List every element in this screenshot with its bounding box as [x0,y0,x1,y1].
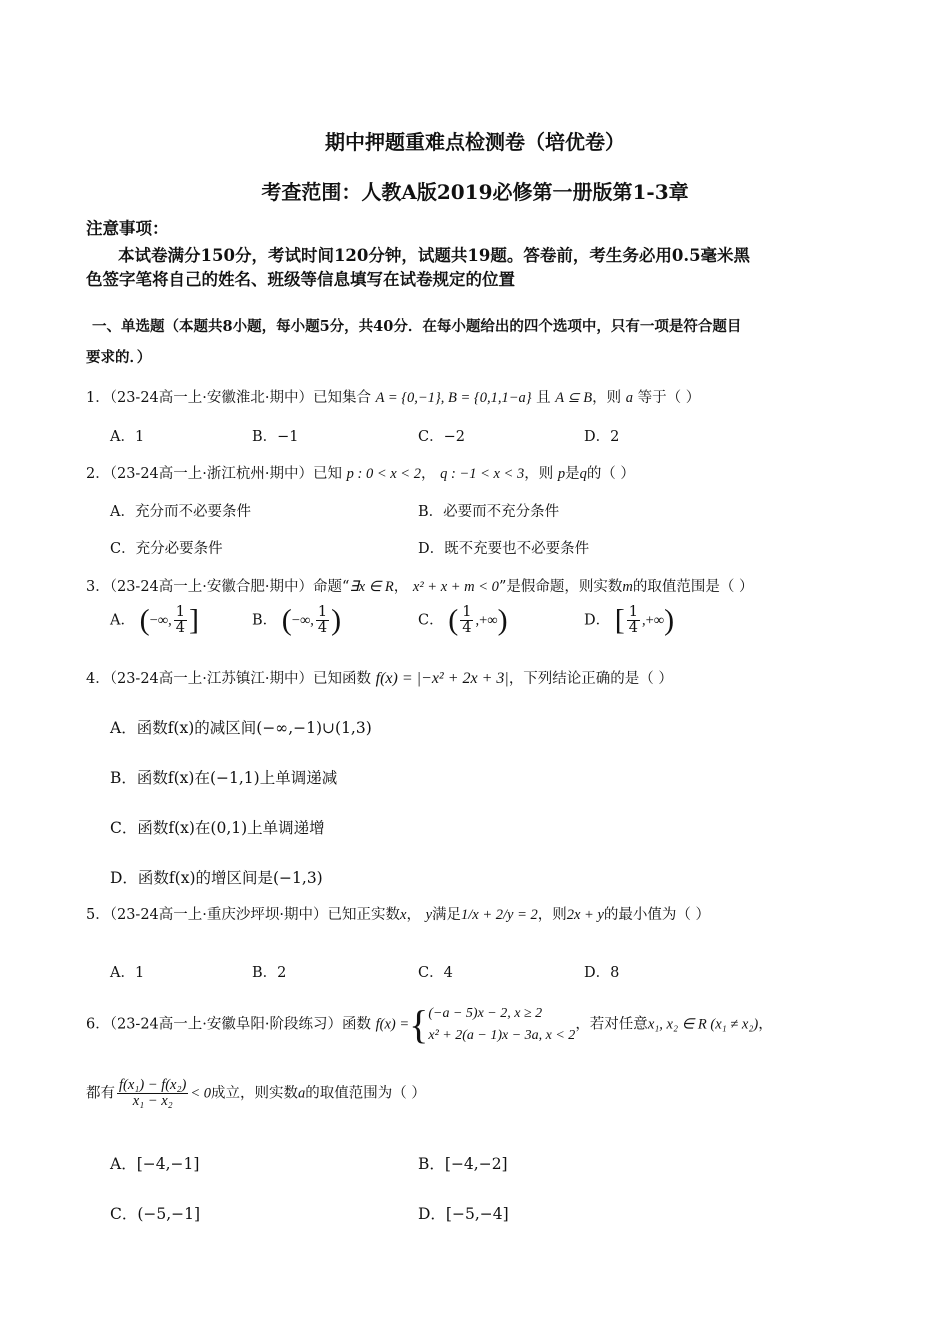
interval-part: ,+∞ [641,612,665,629]
question-number: 4． [86,671,110,687]
option-label: A． [110,612,135,629]
question-source: （23-24高一上·重庆沙坪坝·期中） [109,907,328,923]
fraction-numerator: 1 [462,604,472,620]
question-number: 6． [86,1016,110,1033]
fraction-numerator: 1 [628,604,638,620]
option-a[interactable]: A．1 [110,429,145,445]
math-expression: 2x + y [566,907,604,923]
stem-text: 函数 [342,1016,372,1033]
math-expression: p : 0 < x < 2 [346,466,421,482]
interval-bracket: ] [188,603,199,637]
notice-heading: 注意事项： [86,219,169,238]
math-variable: y [425,907,432,923]
interval-bracket: ) [664,603,675,637]
option-c[interactable]: C．−2 [418,429,465,445]
notice-line-1: 本试卷满分150分，考试时间120分钟，试题共19题。答卷前，考生务必用0.5毫米黑 [118,246,751,265]
math-variable: x [400,907,407,923]
stem-text: ，若对任意 [575,1016,648,1033]
stem-text: ， [393,579,409,595]
stem-text: 已知 [313,466,343,482]
section-heading-line-1: 一、单选题（本题共8小题，每小题5分，共40分．在每小题给出的四个选项中，只有一项是符合题目 [92,318,742,335]
math-expression: x₁, x₂ ∈ R (x₁ ≠ x₂) [647,1016,759,1033]
interval-bracket: ( [448,603,459,637]
option-label: B． [252,612,278,629]
math-expression: A ⊆ B [555,390,593,406]
stem-text: ，则 [537,907,567,923]
stem-text: 成立，则实数 [211,1085,299,1102]
fraction-denominator: 4 [628,620,638,637]
option-b[interactable]: B．2 [252,965,287,981]
option-d[interactable]: D．8 [584,965,620,981]
question-source: （23-24高一上·江苏镇江·期中） [109,671,314,687]
option-label: D． [584,612,611,629]
option-a[interactable]: A．1 [110,965,145,981]
fraction [174,605,187,636]
fraction [460,605,473,636]
stem-text: ， [406,907,421,923]
math-expression: ∃x ∈ R [349,579,394,595]
stem-text: ”是假命题，则实数 [498,579,623,595]
interval-part: −∞, [291,612,314,629]
stem-text: 的取值范围为（ ） [305,1085,426,1102]
option-b[interactable]: B．必要而不充分条件 [418,504,560,520]
option-d[interactable] [584,605,674,636]
question-number: 3． [86,579,110,595]
fraction-numerator: f(x₁) − f(x₂) [119,1077,187,1093]
question-4-stem [86,667,673,688]
interval-bracket: ( [281,603,292,637]
question-number: 5． [86,907,110,923]
stem-text: 的（ ） [586,466,635,482]
option-b[interactable]: B．函数f(x)在(−1,1)上单调递减 [110,769,338,787]
question-3-stem [86,575,753,596]
fraction [316,605,329,636]
stem-text: 命题“ [313,579,350,595]
option-d[interactable]: D．2 [584,429,620,445]
option-a[interactable]: A．函数f(x)的减区间(−∞,−1)∪(1,3) [110,719,372,737]
question-6-condition [86,1078,426,1109]
math-expression: f(x) = |−x² + 2x + 3| [375,670,509,687]
stem-text: ，则 [524,466,554,482]
math-expression: < 0 [190,1085,212,1102]
stem-text: 已知正实数 [327,907,401,923]
interval-bracket: ( [139,603,150,637]
question-1-stem [86,386,700,407]
question-5-stem [86,903,710,924]
option-b[interactable] [252,605,341,636]
stem-text: ，则 [592,390,622,406]
interval-bracket: [ [614,603,625,637]
section-heading-line-2: 要求的．） [86,349,152,366]
question-6-stem [86,1003,773,1046]
case-line-1: (−a − 5)x − 2, x ≥ 2 [428,1006,543,1021]
stem-text: ，下列结论正确的是（ ） [508,671,673,687]
math-variable: a [625,390,633,406]
fraction [627,605,640,636]
interval-bracket: ) [497,603,508,637]
cases-brace: { [409,1001,429,1047]
question-number: 2． [86,466,110,482]
question-source: （23-24高一上·安徽合肥·期中） [109,579,314,595]
fraction-denominator: x₁ − x₂ [132,1093,173,1110]
option-b[interactable]: B．[−4,−2] [418,1155,508,1173]
math-expression: f(x) = [375,1016,410,1033]
math-variable: m [622,579,633,595]
fraction [117,1078,188,1109]
stem-text: 的取值范围是（ ） [632,579,754,595]
case-line-2: x² + 2(a − 1)x − 3a, x < 2 [428,1027,576,1043]
interval-part: −∞, [149,612,172,629]
math-variable: p [557,466,566,482]
stem-text: ， [758,1016,773,1033]
stem-text: 满足 [432,907,461,923]
option-a[interactable]: A．充分而不必要条件 [110,504,251,520]
option-a[interactable]: A．[−4,−1] [110,1155,200,1173]
option-d[interactable]: D．函数f(x)的增区间是(−1,3) [110,869,323,887]
stem-text: 等于（ ） [637,390,701,406]
stem-text: 的最小值为（ ） [603,907,711,923]
stem-text: 已知函数 [313,671,372,687]
fraction-numerator: 1 [175,604,185,620]
stem-text: 且 [536,390,551,406]
option-d[interactable]: D．既不充要也不必要条件 [418,541,590,557]
math-expression: x² + x + m < 0 [412,579,499,595]
option-d[interactable]: D．[−5,−4] [418,1205,509,1223]
option-c[interactable]: C．函数f(x)在(0,1)上单调递增 [110,819,325,837]
notice-line-2: 色签字笔将自己的姓名、班级等信息填写在试卷规定的位置 [86,270,515,289]
option-c[interactable]: C．4 [418,965,453,981]
page-title: 期中押题重难点检测卷（培优卷） [325,130,625,154]
question-number: 1． [86,390,110,406]
option-c[interactable]: C．充分必要条件 [110,541,223,557]
question-source: （23-24高一上·安徽淮北·期中） [109,390,314,406]
question-source: （23-24高一上·安徽阜阳·阶段练习） [109,1016,343,1033]
interval-part: ,+∞ [475,612,498,629]
option-label: C． [418,612,444,629]
option-c[interactable] [418,605,508,636]
stem-text: 都有 [86,1085,115,1102]
math-expression: A = {0,−1}, B = {0,1,1−a} [375,390,532,406]
question-2-stem [86,462,635,483]
piecewise-cases [428,1003,575,1046]
fraction-denominator: 4 [317,620,328,637]
math-expression: q : −1 < x < 3 [440,466,525,482]
math-expression: 1/x + 2/y = 2 [461,907,538,923]
question-source: （23-24高一上·浙江杭州·期中） [109,466,314,482]
option-b[interactable]: B．−1 [252,429,299,445]
math-variable: q [579,466,587,482]
stem-text: 已知集合 [313,390,372,406]
stem-text: 是 [565,466,580,482]
stem-text: ， [420,466,436,482]
fraction-numerator: 1 [317,604,328,620]
math-variable: a [298,1085,306,1102]
fraction-denominator: 4 [175,620,185,637]
page-subtitle: 考查范围：人教A版2019必修第一册版第1-3章 [261,180,689,204]
option-a[interactable] [110,605,199,636]
fraction-denominator: 4 [462,620,472,637]
option-c[interactable]: C．(−5,−1] [110,1205,201,1223]
interval-bracket: ) [331,603,342,637]
